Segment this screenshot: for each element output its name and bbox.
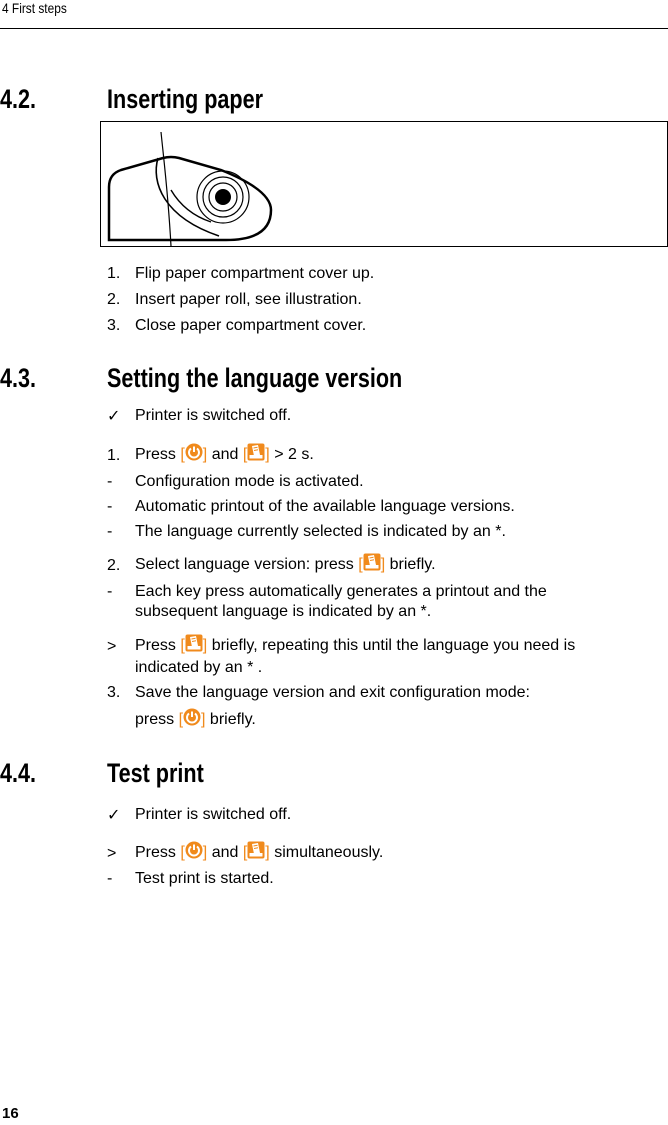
step-marker: 3. [107,317,121,334]
paper-feed-icon [247,443,265,461]
key-bracket: [ ] [358,556,385,573]
step-text-part: Press [135,446,181,463]
action-text-part: Press [135,637,181,654]
result-text: Each key press automatically generates a printout and the [135,583,547,600]
precondition-text: Printer is switched off. [135,407,292,424]
key-bracket: [ ] [243,844,270,861]
action-text [135,634,575,655]
chapter-title: 4 First steps [2,0,67,16]
section-number: 4.2. [0,84,37,114]
step-text [135,708,256,729]
step-text [135,443,314,464]
step-marker: 2. [107,557,121,574]
step-text-part: Select language version: press [135,556,359,573]
section-number: 4.4. [0,758,37,788]
action-marker: > [107,845,117,862]
result-marker: - [107,523,113,540]
key-bracket: [ ] [179,711,206,728]
section-title: Test print [107,758,204,788]
printer-paper-compartment-drawing [101,122,667,246]
power-icon [183,708,201,726]
action-text-part: and [207,844,243,861]
key-bracket: [ ] [180,446,207,463]
step-text: Flip paper compartment cover up. [135,265,375,282]
result-text: Test print is started. [135,870,274,887]
key-bracket: [ ] [180,844,207,861]
action-text [135,841,383,862]
precondition-text: Printer is switched off. [135,806,292,823]
action-text: indicated by an * . [135,659,263,676]
action-marker: > [107,638,117,655]
result-text: subsequent language is indicated by an *. [135,603,432,620]
result-marker: - [107,870,113,887]
action-text-part: Press [135,844,181,861]
step-text: Insert paper roll, see illustration. [135,291,362,308]
result-marker: - [107,583,113,600]
check-icon: ✓ [107,406,121,425]
step-marker: 3. [107,684,121,701]
step-text-part: press [135,711,179,728]
step-text: Close paper compartment cover. [135,317,367,334]
result-marker: - [107,473,113,490]
result-marker: - [107,498,113,515]
step-text: Save the language version and exit configuration mode: [135,684,530,701]
result-text: Configuration mode is activated. [135,473,364,490]
section-title: Inserting paper [107,84,264,114]
paper-feed-icon [185,634,203,652]
result-text: Automatic printout of the available language versions. [135,498,515,515]
paper-feed-icon [363,553,381,571]
page-header [0,0,668,29]
check-icon: ✓ [107,805,121,824]
page-number: 16 [2,1105,19,1122]
key-bracket: [ ] [243,446,270,463]
step-marker: 2. [107,291,121,308]
power-icon [185,841,203,859]
action-text-part: simultaneously. [269,844,384,861]
step-text-part: and [207,446,243,463]
key-bracket: [ ] [180,637,207,654]
step-text-part: briefly. [385,556,436,573]
step-text-part: briefly. [205,711,256,728]
paper-roll-illustration [100,121,668,247]
paper-feed-icon [247,841,265,859]
section-title: Setting the language version [107,363,403,393]
action-text-part: briefly, repeating this until the language you need is [207,637,576,654]
step-marker: 1. [107,447,121,464]
step-text [135,553,436,574]
step-text-part: > 2 s. [269,446,314,463]
section-number: 4.3. [0,363,37,393]
result-text: The language currently selected is indicated by an *. [135,523,506,540]
step-marker: 1. [107,265,121,282]
power-icon [185,443,203,461]
